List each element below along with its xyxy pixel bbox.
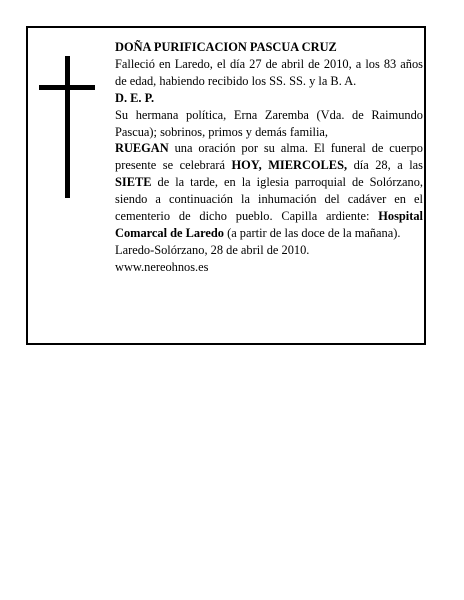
funeral-request (115, 140, 423, 241)
request-text-2: día 28, a las (347, 158, 423, 173)
website: www.nereohnos.es (115, 259, 209, 274)
chapel-location: Hospital Comarcal de Laredo (115, 209, 423, 240)
deceased-name: DOÑA PURIFICACION PASCUA CRUZ (115, 40, 337, 54)
place-date: Laredo-Solórzano, 28 de abril de 2010. (115, 242, 310, 257)
death-statement: Falleció en Laredo, el día 27 de abril de 2010, a los 83 años de edad, habiendo recibido los SS. SS. y la B. A. (115, 56, 423, 88)
request-verb: RUEGAN (115, 141, 169, 156)
cross-icon-vertical-bar (65, 56, 70, 198)
request-text-1: una oración por su alma. El funeral de cuerpo presente se celebrará (115, 141, 423, 173)
funeral-day: HOY, MIERCOLES, (231, 158, 348, 173)
family-statement: Su hermana política, Erna Zaremba (Vda. de Raimundo Pascua); sobrinos, primos y demás familia, (115, 107, 423, 139)
cross-icon-horizontal-bar (39, 85, 95, 90)
request-text-4: (a partir de las doce de la mañana). (223, 225, 401, 240)
request-text-3: de la tarde, en la iglesia parroquial de Solórzano, siendo a continuación la inhumación del cadáver en el cementerio de dicho pueblo. Capilla ardiente: (115, 175, 423, 224)
obituary-notice (26, 26, 426, 345)
funeral-hour: SIETE (115, 175, 152, 190)
notice-text (115, 39, 423, 276)
dep-line: D. E. P. (115, 90, 155, 105)
